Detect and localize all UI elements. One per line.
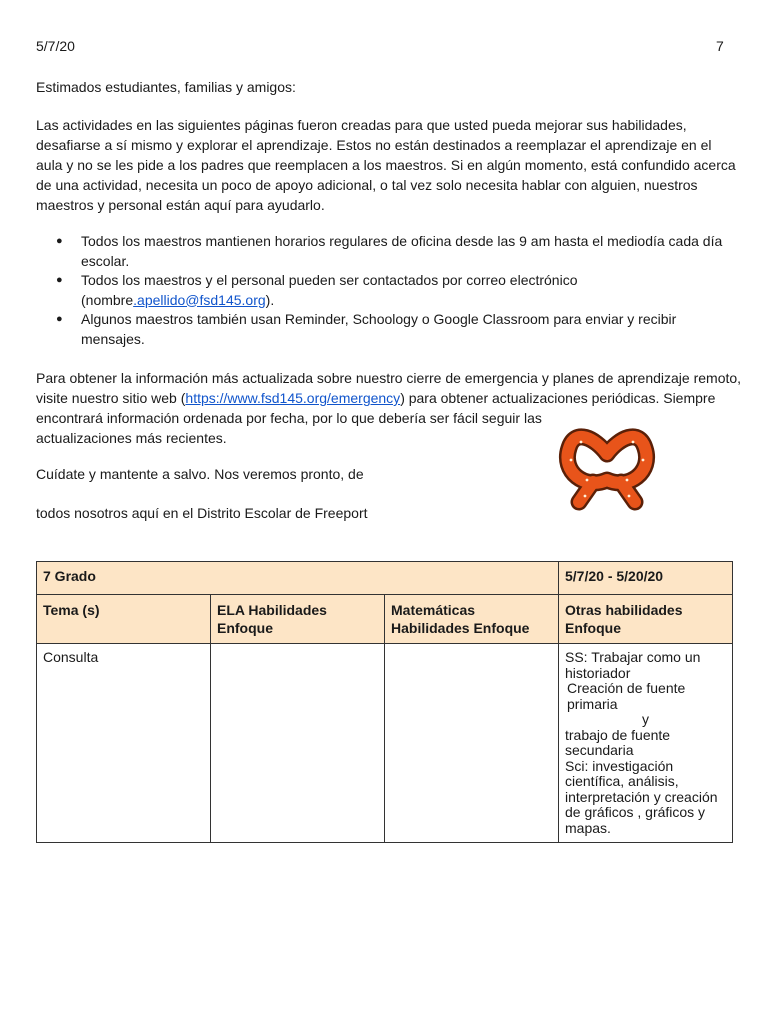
- cell-math: [385, 644, 559, 843]
- pretzel-icon: [557, 420, 657, 512]
- bullet-email-end: ).: [265, 291, 275, 308]
- table-row: [37, 644, 733, 843]
- info-list: [36, 232, 726, 349]
- col-header-math: Matemáticas Habilidades Enfoque: [385, 595, 559, 644]
- list-item: [36, 271, 726, 310]
- other-primary: Creación de fuente primaria: [567, 680, 686, 712]
- emergency-text-end: actualizaciones más recientes.: [36, 430, 227, 446]
- emergency-link[interactable]: https://www.fsd145.org/emergency: [185, 390, 401, 406]
- care-line: Cuídate y mantente a salvo. Nos veremos pronto, de: [36, 466, 364, 482]
- cell-tema: Consulta: [37, 644, 211, 843]
- bullet-office-hours: Todos los maestros mantienen horarios regulares de oficina desde las 9 am hasta el mediodía cada día escolar.: [81, 233, 723, 269]
- intro-paragraph: Las actividades en las siguientes páginas fueron creadas para que usted pueda mejorar sus habilidades, desafiarse a sí mismo y explorar el aprendizaje. Estos no están destinados a reemplazar el aprendizaje en el aula y no se les pide a los padres que reemplacen a los maestros. Si en algún momento, está confundido acerca de una actividad, necesita un poco de apoyo adicional, o tal vez solo necesita hablar con alguien, nuestros maestros y personal están aquí para ayudarlo.: [36, 117, 736, 213]
- header-date: 5/7/20: [36, 38, 75, 54]
- other-ss: SS: Trabajar como un historiador: [565, 649, 701, 681]
- other-and: y: [642, 711, 649, 727]
- table-row: [37, 595, 733, 644]
- date-range-cell: 5/7/20 - 5/20/20: [559, 562, 733, 595]
- other-secondary: trabajo de fuente secundaria: [565, 726, 671, 758]
- col-header-other: Otras habilidades Enfoque: [559, 595, 733, 644]
- list-item: [36, 310, 726, 349]
- table-row: [37, 562, 733, 595]
- emergency-text-mid: ) para obtener actualizaciones periódicas. Siempre encontrará información ordenada por fecha, por lo que debería ser fácil seguir las: [36, 390, 716, 426]
- cell-ela: [211, 644, 385, 843]
- greeting: Estimados estudiantes, familias y amigos:: [36, 79, 296, 95]
- bullet-email-text: Todos los maestros y el personal pueden ser contactados por correo electrónico (nombre: [81, 272, 578, 308]
- grade-cell: 7 Grado: [37, 562, 559, 595]
- col-header-tema: Tema (s): [37, 595, 211, 644]
- emergency-text-start: Para obtener la información más actualizada sobre nuestro cierre de emergencia y planes de aprendizaje remoto, visite nuestro sitio web (: [36, 370, 742, 406]
- page-number: 7: [716, 38, 724, 54]
- bullet-apps: Algunos maestros también usan Reminder, Schoology o Google Classroom para enviar y recibir mensajes.: [81, 311, 677, 347]
- closing-line: todos nosotros aquí en el Distrito Escolar de Freeport: [36, 505, 368, 521]
- other-sci: Sci: investigación científica, análisis, interpretación y creación de gráficos , gráficos y mapas.: [565, 757, 718, 836]
- list-item: [36, 232, 726, 271]
- col-header-ela: ELA Habilidades Enfoque: [211, 595, 385, 644]
- schedule-table: [36, 561, 733, 843]
- email-link[interactable]: .apellido@fsd145.org: [133, 291, 266, 308]
- cell-other: [559, 644, 733, 843]
